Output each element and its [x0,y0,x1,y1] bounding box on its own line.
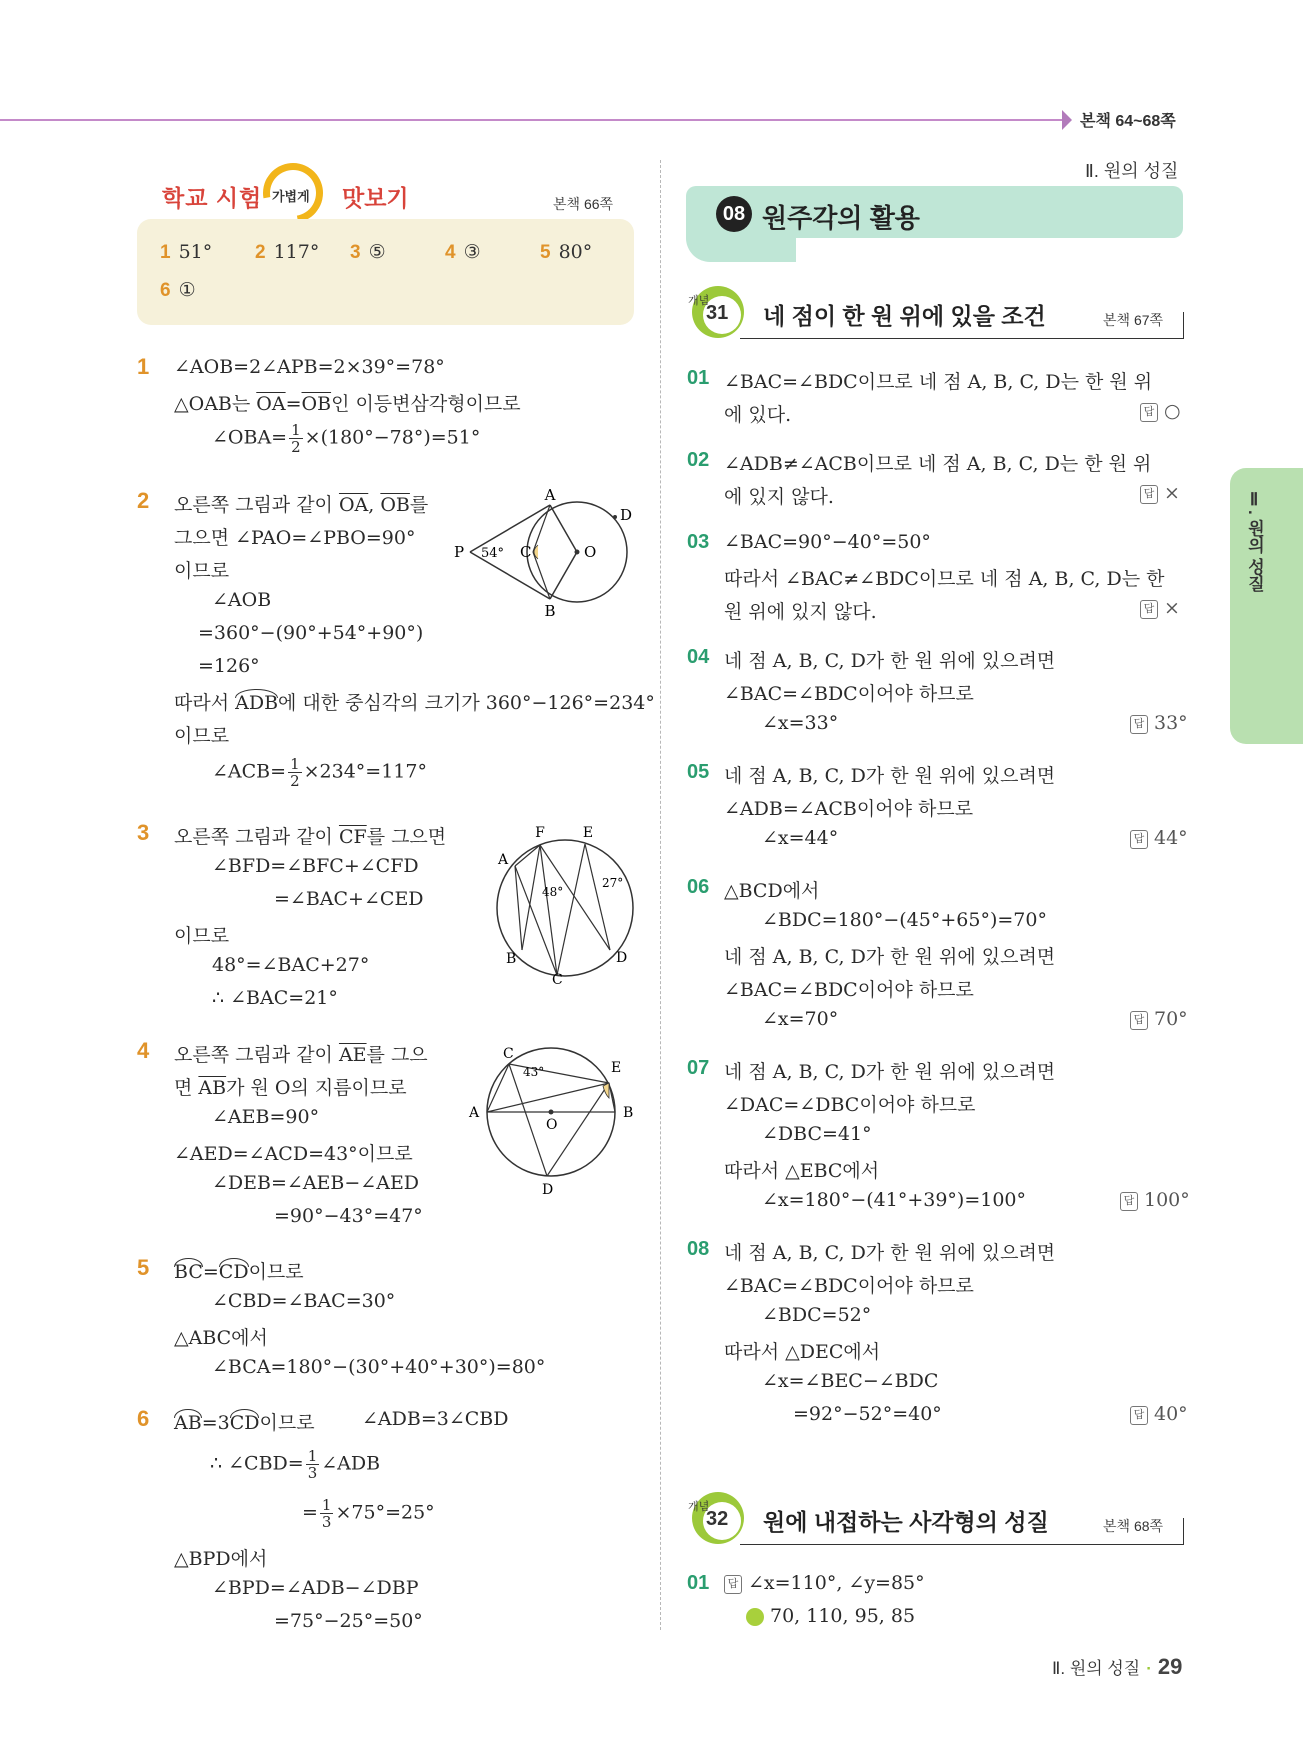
solution-line: 답 ∠x=110°, ∠y=85° [724,1572,925,1594]
concept-underline [740,312,1184,339]
solution-line: 오른쪽 그림과 같이 $\overline{CF}$를 그으면 [174,826,447,848]
solution-line: ∠BFD=∠BFC+∠CFD [212,855,419,877]
solution-line: ∠x=33° [762,712,839,734]
solution-line: ∠BPD=∠ADB−∠DBP [212,1577,419,1599]
solution-line: △OAB는 $\overline{OA}=\overline{OB}$인 이등변삼각형이므로 [174,393,521,415]
answer-icon: 답 [1130,1406,1148,1425]
solution-line: 48°=∠BAC+27° [212,954,370,976]
solution-line: ∠OBA= $\frac{1}{2}$ ×(180°−78°)=51° [212,421,481,456]
fig-label-B: B [544,602,556,620]
section-title-school: 학교 시험 [162,185,263,211]
solution-line: 에 있다. [724,404,792,426]
solution-line: ∠BAC=∠BDC이므로 네 점 A, B, C, D는 한 원 위 [724,371,1153,393]
solution-line: =75°−25°=50° [274,1610,423,1632]
solution-line: AB=3CD이므로 [174,1412,315,1434]
solution-line: ∠ADB=∠ACB이어야 하므로 [724,798,974,820]
pencil-icon [746,1608,764,1626]
fig-angle-54: 54° [481,546,505,561]
header-pages: 본책 64~68쪽 [1080,113,1176,130]
section-title-light: 가볍게 [272,189,310,204]
concept-underline [740,1518,1184,1545]
concept-title: 네 점이 한 원 위에 있을 조건 [763,303,1046,329]
answer-icon: 답 [1120,1192,1138,1211]
fig-label-A: A [469,1105,480,1121]
item-number: 01 [687,1572,710,1594]
item-number: 02 [687,449,710,471]
solution-line: ∠DAC=∠DBC이어야 하므로 [724,1094,976,1116]
solution-line: ∠AOB [212,589,272,611]
solution-line: 원 위에 있지 않다. [724,601,877,623]
answer-icon: 답 [1130,715,1148,734]
solution-line: 따라서 ADB에 대한 중심각의 크기가 360°−126°=234° [174,692,655,714]
tangent-circle-figure [450,485,640,620]
footer-chapter: Ⅱ. 원의 성질 [1052,1659,1141,1678]
solution-line: ∴ ∠BAC=21° [212,987,338,1009]
solution-line: 이므로 [174,925,230,947]
fig-label-C: C [520,543,532,561]
answer-item: 5 80° [540,241,593,263]
answer-mark: 답 33° [1130,712,1188,734]
chapter-side-tab-label: Ⅱ. 원의 성질 [1245,490,1264,593]
answer-item: 6 ① [160,279,196,301]
fig-label-D: D [620,506,633,524]
solution-line: ∠CBD=∠BAC=30° [212,1290,396,1312]
solution-line: ∠x=∠BEC−∠BDC [762,1370,939,1392]
solution-line: 네 점 A, B, C, D가 한 원 위에 있으려면 [724,650,1056,672]
question-number: 1 [137,354,150,379]
answer-mark: 답 44° [1130,827,1188,849]
page-footer [1052,1654,1182,1680]
solution-line: 따라서 ∠BAC≠∠BDC이므로 네 점 A, B, C, D는 한 [724,568,1165,590]
solution-line: ∠BAC=90°−40°=50° [724,531,931,553]
chapter-label: Ⅱ. 원의 성질 [1085,161,1179,181]
solution-line: 면 $\overline{AB}$가 원 O의 지름이므로 [174,1077,407,1099]
section-title: 원주각의 활용 [762,203,920,233]
solution-line: ∠x=44° [762,827,839,849]
solution-line: 이므로 [174,560,230,582]
fig-label-O: O [584,543,597,561]
solution-line: =90°−43°=47° [274,1205,423,1227]
item-number: 01 [687,367,710,389]
fig-label-D: D [616,950,628,966]
solution-line: △BPD에서 [174,1548,268,1570]
solution-line: ∠ACB= $\frac{1}{2}$ ×234°=117° [212,755,427,790]
concept-label: 개념 [688,1501,710,1513]
solution-line: ∠DBC=41° [762,1123,872,1145]
page-number: 29 [1157,1654,1183,1679]
inscribed-angle-figure [490,820,645,990]
concept-number: 32 [706,1508,729,1530]
footer-separator: · [1146,1659,1152,1678]
fig-angle-48: 48° [542,885,564,899]
item-number: 04 [687,646,710,668]
left-page-ref: 본책 66쪽 [553,196,614,212]
section-header [686,186,1183,238]
solution-line: = $\frac{1}{3}$ ×75°=25° [302,1496,435,1531]
section-header-tail [686,238,796,262]
answer-icon: 답 [724,1575,742,1594]
solution-line: =92°−52°=40° [793,1403,942,1425]
answer-mark: 답 × [1140,482,1180,504]
solution-line: =∠BAC+∠CED [274,888,424,910]
section-number: 08 [716,196,752,232]
solution-line: =360°−(90°+54°+90°) [198,622,424,644]
arrow-right-icon [1062,110,1072,130]
concept-number: 31 [706,302,729,324]
fig-label-C: C [503,1046,514,1062]
diameter-circle-figure [465,1038,645,1200]
answer-icon: 답 [1140,485,1158,504]
concept-label: 개념 [688,295,710,307]
solution-line: 네 점 A, B, C, D가 한 원 위에 있으려면 [724,1061,1056,1083]
fig-label-E: E [611,1060,622,1076]
item-number: 06 [687,876,710,898]
solution-line: 네 점 A, B, C, D가 한 원 위에 있으려면 [724,765,1056,787]
solution-line: 이므로 [174,725,230,747]
question-number: 6 [137,1406,150,1431]
solution-line: ∠x=70° [762,1008,839,1030]
solution-line: BC=CD이므로 [174,1261,304,1283]
solution-line: ∠AOB=2∠APB=2×39°=78° [174,356,445,378]
solution-line: 오른쪽 그림과 같이 $\overline{AE}$를 그으 [174,1044,428,1066]
solution-line: △ABC에서 [174,1327,268,1349]
question-number: 3 [137,820,150,845]
fig-label-O: O [546,1117,558,1133]
fig-label-B: B [506,951,517,967]
fig-label-B: B [623,1105,634,1121]
solution-line: 따라서 △DEC에서 [724,1341,881,1363]
solution-line: 70, 110, 95, 85 [746,1605,915,1627]
top-rule [0,119,1065,121]
concept-page-ref: 본책 68쪽 [1103,1518,1164,1534]
fig-label-F: F [535,825,545,841]
fig-angle-27: 27° [602,876,624,890]
answer-item: 3 ⑤ [350,241,386,263]
concept-title: 원에 내접하는 사각형의 성질 [763,1509,1049,1535]
answer-mark: 답 ○ [1140,400,1181,422]
answer-mark: 답 × [1140,597,1180,619]
question-number: 4 [137,1038,150,1063]
answer-mark: 답 70° [1130,1008,1188,1030]
solution-line: ∠AED=∠ACD=43°이므로 [174,1143,413,1165]
solution-line: ∠BDC=180°−(45°+65°)=70° [762,909,1047,931]
solution-line: 에 있지 않다. [724,486,834,508]
answer-mark: 답 100° [1120,1189,1190,1211]
item-number: 05 [687,761,710,783]
solution-line: ∠DEB=∠AEB−∠AED [212,1172,420,1194]
answer-mark: 답 40° [1130,1403,1188,1425]
solution-line: 네 점 A, B, C, D가 한 원 위에 있으려면 [724,946,1056,968]
solution-line: ∠BCA=180°−(30°+40°+30°)=80° [212,1356,546,1378]
solution-line: ∠BAC=∠BDC이어야 하므로 [724,979,974,1001]
solution-line: ∠BAC=∠BDC이어야 하므로 [724,683,974,705]
fig-label-A: A [498,852,509,868]
question-number: 2 [137,488,150,513]
fig-label-E: E [582,825,594,841]
question-number: 5 [137,1255,150,1280]
solution-line: ∠AEB=90° [212,1106,320,1128]
item-number: 03 [687,531,710,553]
item-number: 07 [687,1057,710,1079]
section-title-taste: 맛보기 [342,185,409,211]
answer-icon: 답 [1140,403,1158,422]
answer-item: 1 51° [160,241,213,263]
answer-icon: 답 [1140,600,1158,619]
solution-line: =126° [198,655,260,677]
answer-item: 4 ③ [445,241,481,263]
solution-line: ∠BDC=52° [762,1304,872,1326]
solution-line: 그으면 ∠PAO=∠PBO=90° [174,527,416,549]
solution-line: ∴ ∠CBD= $\frac{1}{3}$ ∠ADB [210,1447,381,1482]
fig-angle-43: 43° [523,1065,545,1079]
solution-line: ∠ADB≠∠ACB이므로 네 점 A, B, C, D는 한 원 위 [724,453,1152,475]
solution-line: △BCD에서 [724,880,820,902]
solution-line: 네 점 A, B, C, D가 한 원 위에 있으려면 [724,1242,1056,1264]
answer-icon: 답 [1130,1011,1148,1030]
concept-page-ref: 본책 67쪽 [1103,312,1164,328]
solution-line: 오른쪽 그림과 같이 $\overline{OA}$, $\overline{OB}$를 [174,494,429,516]
answer-icon: 답 [1130,830,1148,849]
item-number: 08 [687,1238,710,1260]
solution-line: ∠ADB=3∠CBD [362,1408,509,1430]
solution-line: 따라서 △EBC에서 [724,1160,880,1182]
fig-label-C: C [552,972,563,988]
answer-item: 2 117° [255,241,320,263]
column-divider [660,160,661,1630]
solution-line: ∠BAC=∠BDC이어야 하므로 [724,1275,974,1297]
answer-summary-box [137,219,634,325]
solution-line: ∠x=180°−(41°+39°)=100° [762,1189,1027,1211]
fig-label-P: P [454,543,465,561]
fig-label-A: A [544,486,556,504]
fig-label-D: D [542,1182,554,1198]
